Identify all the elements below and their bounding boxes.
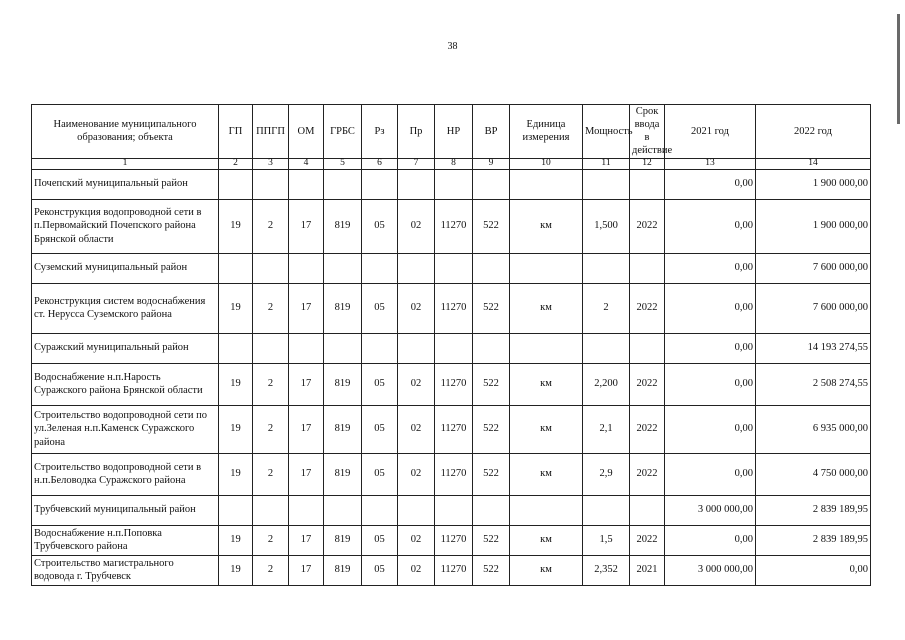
cell-pr: 02 bbox=[398, 283, 435, 333]
cell-unit: км bbox=[510, 453, 583, 495]
district-row bbox=[32, 495, 871, 525]
column-number: 7 bbox=[398, 158, 435, 169]
cell-ppgp: 2 bbox=[253, 453, 289, 495]
cell-ppgp bbox=[253, 333, 289, 363]
cell-amount-2022: 6 935 000,00 bbox=[756, 405, 871, 453]
header-2022: 2022 год bbox=[756, 105, 871, 159]
cell-grbs: 819 bbox=[324, 555, 362, 585]
cell-rz: 05 bbox=[362, 363, 398, 405]
header-gp: ГП bbox=[219, 105, 253, 159]
cell-unit: км bbox=[510, 363, 583, 405]
cell-amount-2022: 4 750 000,00 bbox=[756, 453, 871, 495]
cell-pr bbox=[398, 333, 435, 363]
cell-unit: км bbox=[510, 405, 583, 453]
object-row bbox=[32, 363, 871, 405]
object-row bbox=[32, 405, 871, 453]
row-name: Суземский муниципальный район bbox=[32, 253, 219, 283]
cell-nr bbox=[435, 495, 473, 525]
cell-pr: 02 bbox=[398, 405, 435, 453]
header-2021: 2021 год bbox=[665, 105, 756, 159]
column-number: 6 bbox=[362, 158, 398, 169]
cell-om: 17 bbox=[289, 525, 324, 555]
cell-vr: 522 bbox=[473, 283, 510, 333]
row-name: Суражский муниципальный район bbox=[32, 333, 219, 363]
cell-amount-2022: 14 193 274,55 bbox=[756, 333, 871, 363]
cell-ppgp: 2 bbox=[253, 555, 289, 585]
cell-ppgp: 2 bbox=[253, 199, 289, 253]
row-name: Строительство водопроводной сети по ул.Зеленая н.п.Каменск Суражского района bbox=[32, 405, 219, 453]
cell-rz bbox=[362, 333, 398, 363]
cell-amount-2021: 3 000 000,00 bbox=[665, 555, 756, 585]
object-row bbox=[32, 555, 871, 585]
cell-amount-2021: 0,00 bbox=[665, 453, 756, 495]
header-name: Наименование муниципального образования; объекта bbox=[32, 105, 219, 159]
cell-grbs: 819 bbox=[324, 283, 362, 333]
column-number: 8 bbox=[435, 158, 473, 169]
cell-gp bbox=[219, 253, 253, 283]
cell-rz bbox=[362, 169, 398, 199]
district-row bbox=[32, 169, 871, 199]
cell-amount-2022: 2 839 189,95 bbox=[756, 495, 871, 525]
object-row bbox=[32, 199, 871, 253]
cell-rz: 05 bbox=[362, 555, 398, 585]
cell-nr: 11270 bbox=[435, 525, 473, 555]
cell-amount-2022: 7 600 000,00 bbox=[756, 283, 871, 333]
cell-rz bbox=[362, 253, 398, 283]
cell-vr: 522 bbox=[473, 199, 510, 253]
cell-amount-2022: 2 839 189,95 bbox=[756, 525, 871, 555]
cell-grbs bbox=[324, 495, 362, 525]
cell-amount-2021: 3 000 000,00 bbox=[665, 495, 756, 525]
row-name: Водоснабжение н.п.Поповка Трубчевского района bbox=[32, 525, 219, 555]
cell-vr bbox=[473, 169, 510, 199]
column-number: 1 bbox=[32, 158, 219, 169]
cell-grbs: 819 bbox=[324, 453, 362, 495]
cell-amount-2021: 0,00 bbox=[665, 253, 756, 283]
cell-grbs bbox=[324, 169, 362, 199]
cell-nr: 11270 bbox=[435, 405, 473, 453]
cell-unit bbox=[510, 253, 583, 283]
cell-ppgp bbox=[253, 495, 289, 525]
cell-amount-2022: 1 900 000,00 bbox=[756, 169, 871, 199]
cell-term: 2022 bbox=[630, 453, 665, 495]
column-number: 13 bbox=[665, 158, 756, 169]
header-rz: Рз bbox=[362, 105, 398, 159]
cell-unit bbox=[510, 495, 583, 525]
cell-power: 2,1 bbox=[583, 405, 630, 453]
cell-om: 17 bbox=[289, 283, 324, 333]
cell-vr: 522 bbox=[473, 555, 510, 585]
cell-gp: 19 bbox=[219, 453, 253, 495]
cell-amount-2022: 2 508 274,55 bbox=[756, 363, 871, 405]
cell-term: 2022 bbox=[630, 525, 665, 555]
cell-power: 1,5 bbox=[583, 525, 630, 555]
cell-ppgp: 2 bbox=[253, 525, 289, 555]
cell-om: 17 bbox=[289, 405, 324, 453]
column-number: 2 bbox=[219, 158, 253, 169]
cell-nr bbox=[435, 169, 473, 199]
object-row bbox=[32, 525, 871, 555]
cell-vr: 522 bbox=[473, 363, 510, 405]
cell-pr: 02 bbox=[398, 525, 435, 555]
header-om: ОМ bbox=[289, 105, 324, 159]
cell-gp: 19 bbox=[219, 405, 253, 453]
cell-vr bbox=[473, 253, 510, 283]
cell-term bbox=[630, 333, 665, 363]
cell-gp: 19 bbox=[219, 555, 253, 585]
cell-nr: 11270 bbox=[435, 199, 473, 253]
cell-unit: км bbox=[510, 199, 583, 253]
header-vr: ВР bbox=[473, 105, 510, 159]
cell-nr: 11270 bbox=[435, 363, 473, 405]
cell-rz: 05 bbox=[362, 283, 398, 333]
cell-gp bbox=[219, 169, 253, 199]
cell-grbs bbox=[324, 253, 362, 283]
cell-grbs bbox=[324, 333, 362, 363]
cell-power: 2,352 bbox=[583, 555, 630, 585]
header-term: Срок ввода в действие bbox=[630, 105, 665, 159]
cell-vr: 522 bbox=[473, 525, 510, 555]
cell-unit bbox=[510, 333, 583, 363]
cell-power bbox=[583, 333, 630, 363]
column-number: 9 bbox=[473, 158, 510, 169]
cell-om bbox=[289, 495, 324, 525]
cell-unit: км bbox=[510, 283, 583, 333]
cell-vr bbox=[473, 495, 510, 525]
cell-power bbox=[583, 495, 630, 525]
cell-nr bbox=[435, 253, 473, 283]
column-number: 4 bbox=[289, 158, 324, 169]
cell-amount-2021: 0,00 bbox=[665, 333, 756, 363]
cell-om bbox=[289, 333, 324, 363]
column-number-row bbox=[32, 158, 871, 169]
cell-pr: 02 bbox=[398, 453, 435, 495]
row-name: Реконструкция систем водоснабжения ст. Нерусса Суземского района bbox=[32, 283, 219, 333]
cell-ppgp: 2 bbox=[253, 405, 289, 453]
header-unit: Единица измерения bbox=[510, 105, 583, 159]
cell-rz: 05 bbox=[362, 525, 398, 555]
cell-term bbox=[630, 495, 665, 525]
cell-vr: 522 bbox=[473, 453, 510, 495]
cell-pr: 02 bbox=[398, 555, 435, 585]
cell-power bbox=[583, 169, 630, 199]
header-power: Мощность bbox=[583, 105, 630, 159]
scan-edge-mark bbox=[897, 14, 900, 124]
cell-amount-2021: 0,00 bbox=[665, 525, 756, 555]
cell-gp bbox=[219, 495, 253, 525]
row-name: Строительство водопроводной сети в н.п.Беловодка Суражского района bbox=[32, 453, 219, 495]
cell-om bbox=[289, 253, 324, 283]
cell-term: 2022 bbox=[630, 283, 665, 333]
cell-amount-2021: 0,00 bbox=[665, 169, 756, 199]
cell-pr: 02 bbox=[398, 363, 435, 405]
row-name: Реконструкция водопроводной сети в п.Первомайский Почепского района Брянской области bbox=[32, 199, 219, 253]
cell-amount-2021: 0,00 bbox=[665, 199, 756, 253]
cell-om: 17 bbox=[289, 199, 324, 253]
cell-amount-2022: 1 900 000,00 bbox=[756, 199, 871, 253]
cell-rz: 05 bbox=[362, 199, 398, 253]
cell-gp: 19 bbox=[219, 283, 253, 333]
cell-ppgp bbox=[253, 253, 289, 283]
cell-power: 2,9 bbox=[583, 453, 630, 495]
cell-nr bbox=[435, 333, 473, 363]
budget-table bbox=[31, 104, 871, 586]
cell-term bbox=[630, 253, 665, 283]
cell-grbs: 819 bbox=[324, 405, 362, 453]
cell-nr: 11270 bbox=[435, 283, 473, 333]
cell-gp: 19 bbox=[219, 199, 253, 253]
column-number: 5 bbox=[324, 158, 362, 169]
cell-power: 2,200 bbox=[583, 363, 630, 405]
row-name: Строительство магистрального водовода г. Трубчевск bbox=[32, 555, 219, 585]
column-number: 11 bbox=[583, 158, 630, 169]
cell-unit: км bbox=[510, 555, 583, 585]
cell-ppgp: 2 bbox=[253, 363, 289, 405]
district-row bbox=[32, 253, 871, 283]
cell-pr: 02 bbox=[398, 199, 435, 253]
cell-gp: 19 bbox=[219, 525, 253, 555]
cell-power bbox=[583, 253, 630, 283]
header-ppgp: ППГП bbox=[253, 105, 289, 159]
cell-power: 2 bbox=[583, 283, 630, 333]
cell-rz: 05 bbox=[362, 453, 398, 495]
column-number: 3 bbox=[253, 158, 289, 169]
row-name: Почепский муниципальный район bbox=[32, 169, 219, 199]
cell-amount-2021: 0,00 bbox=[665, 363, 756, 405]
cell-rz: 05 bbox=[362, 405, 398, 453]
cell-amount-2021: 0,00 bbox=[665, 283, 756, 333]
header-nr: НР bbox=[435, 105, 473, 159]
cell-nr: 11270 bbox=[435, 555, 473, 585]
header-grbs: ГРБС bbox=[324, 105, 362, 159]
column-number: 12 bbox=[630, 158, 665, 169]
cell-nr: 11270 bbox=[435, 453, 473, 495]
cell-om bbox=[289, 169, 324, 199]
cell-term: 2022 bbox=[630, 199, 665, 253]
cell-grbs: 819 bbox=[324, 525, 362, 555]
cell-term: 2022 bbox=[630, 405, 665, 453]
header-pr: Пр bbox=[398, 105, 435, 159]
object-row bbox=[32, 283, 871, 333]
cell-gp bbox=[219, 333, 253, 363]
cell-term: 2022 bbox=[630, 363, 665, 405]
cell-om: 17 bbox=[289, 453, 324, 495]
cell-amount-2022: 7 600 000,00 bbox=[756, 253, 871, 283]
row-name: Водоснабжение н.п.Нарость Суражского района Брянской области bbox=[32, 363, 219, 405]
header-row bbox=[32, 105, 871, 159]
cell-vr bbox=[473, 333, 510, 363]
cell-unit bbox=[510, 169, 583, 199]
object-row bbox=[32, 453, 871, 495]
cell-amount-2022: 0,00 bbox=[756, 555, 871, 585]
cell-pr bbox=[398, 169, 435, 199]
column-number: 10 bbox=[510, 158, 583, 169]
cell-pr bbox=[398, 253, 435, 283]
column-number: 14 bbox=[756, 158, 871, 169]
cell-unit: км bbox=[510, 525, 583, 555]
district-row bbox=[32, 333, 871, 363]
cell-om: 17 bbox=[289, 363, 324, 405]
cell-ppgp bbox=[253, 169, 289, 199]
row-name: Трубчевский муниципальный район bbox=[32, 495, 219, 525]
page-number: 38 bbox=[447, 41, 458, 52]
cell-grbs: 819 bbox=[324, 199, 362, 253]
cell-power: 1,500 bbox=[583, 199, 630, 253]
cell-term: 2021 bbox=[630, 555, 665, 585]
cell-grbs: 819 bbox=[324, 363, 362, 405]
cell-term bbox=[630, 169, 665, 199]
cell-rz bbox=[362, 495, 398, 525]
cell-gp: 19 bbox=[219, 363, 253, 405]
cell-ppgp: 2 bbox=[253, 283, 289, 333]
cell-amount-2021: 0,00 bbox=[665, 405, 756, 453]
cell-om: 17 bbox=[289, 555, 324, 585]
cell-pr bbox=[398, 495, 435, 525]
cell-vr: 522 bbox=[473, 405, 510, 453]
